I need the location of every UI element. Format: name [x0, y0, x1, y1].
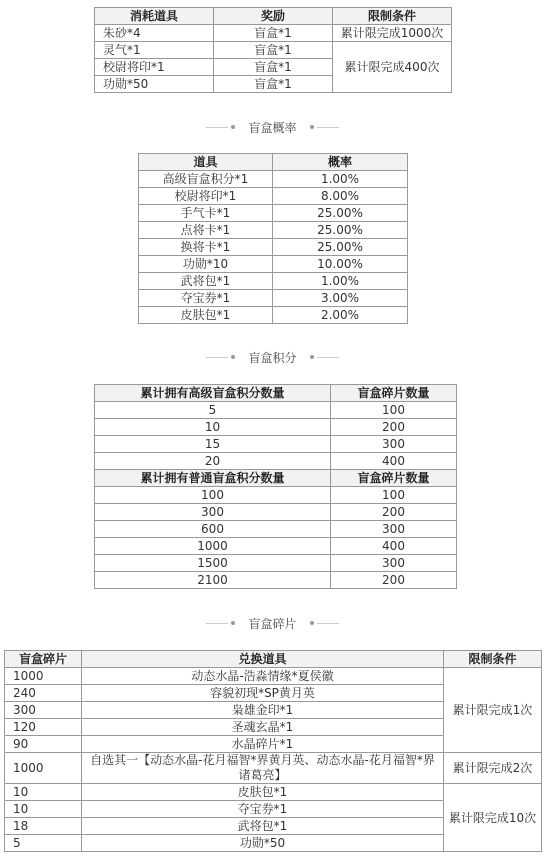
item-cell: 手气卡*1	[139, 205, 273, 222]
divider-ornament	[206, 621, 238, 625]
table-row	[95, 436, 457, 453]
rate-cell: 25.00%	[273, 239, 408, 256]
table-row	[95, 419, 457, 436]
divider-ornament	[307, 355, 339, 359]
shards-cell: 400	[331, 453, 457, 470]
table-row	[5, 668, 542, 685]
points-cell: 20	[95, 453, 331, 470]
shards-cell: 300	[331, 555, 457, 572]
cost-cell: 240	[5, 685, 82, 702]
table-row	[139, 239, 408, 256]
rate-cell: 25.00%	[273, 205, 408, 222]
column-header: 道具	[139, 154, 273, 171]
item-cell: 高级盲盒积分*1	[139, 171, 273, 188]
table-row	[139, 290, 408, 307]
column-header: 限制条件	[333, 8, 452, 25]
cost-cell: 90	[5, 736, 82, 753]
points-cell: 15	[95, 436, 331, 453]
probability-table	[138, 153, 408, 324]
exchange-item-cell: 自选其一【动态水晶-花月福智*界黄月英、动态水晶-花月福智*界诸葛亮】	[82, 753, 444, 784]
shard-exchange-table	[4, 650, 542, 852]
points-cell: 300	[95, 504, 331, 521]
rate-cell: 8.00%	[273, 188, 408, 205]
cost-cell: 1000	[5, 668, 82, 685]
item-cell: 朱砂*4	[95, 25, 214, 42]
table-row	[95, 521, 457, 538]
table-row	[139, 307, 408, 324]
table-header-row	[95, 470, 457, 487]
table-row	[5, 784, 542, 801]
exchange-item-cell: 皮肤包*1	[82, 784, 444, 801]
table-row	[95, 555, 457, 572]
exchange-item-cell: 枭雄金印*1	[82, 702, 444, 719]
table-header-row	[95, 385, 457, 402]
item-cell: 夺宝券*1	[139, 290, 273, 307]
shards-cell: 200	[331, 419, 457, 436]
exchange-item-cell: 圣魂玄晶*1	[82, 719, 444, 736]
limit-cell: 累计限完成1000次	[333, 25, 452, 42]
table-row	[95, 402, 457, 419]
cost-cell: 18	[5, 818, 82, 835]
item-cell: 点将卡*1	[139, 222, 273, 239]
exchange-item-cell: 功勋*50	[82, 835, 444, 852]
points-cell: 2100	[95, 572, 331, 589]
table-row	[95, 453, 457, 470]
column-header: 兑换道具	[82, 651, 444, 668]
shards-cell: 200	[331, 572, 457, 589]
table-header-row	[95, 8, 452, 25]
divider-ornament	[307, 125, 339, 129]
section-title-points	[0, 348, 545, 366]
rate-cell: 3.00%	[273, 290, 408, 307]
table-row	[139, 205, 408, 222]
item-cell: 功勋*50	[95, 76, 214, 93]
table-header-row	[139, 154, 408, 171]
exchange-item-cell: 武将包*1	[82, 818, 444, 835]
column-header: 累计拥有高级盲盒积分数量	[95, 385, 331, 402]
limit-cell: 累计限完成2次	[444, 753, 542, 784]
table-row	[139, 188, 408, 205]
column-header: 概率	[273, 154, 408, 171]
consume-reward-table	[94, 7, 452, 93]
item-cell: 灵气*1	[95, 42, 214, 59]
item-cell: 功勋*10	[139, 256, 273, 273]
rate-cell: 1.00%	[273, 273, 408, 290]
table-row	[95, 25, 452, 42]
points-cell: 1000	[95, 538, 331, 555]
points-cell: 600	[95, 521, 331, 538]
table-row	[5, 753, 542, 784]
points-cell: 100	[95, 487, 331, 504]
shards-cell: 100	[331, 487, 457, 504]
shards-cell: 300	[331, 436, 457, 453]
column-header: 限制条件	[444, 651, 542, 668]
limit-cell: 累计限完成1次	[444, 668, 542, 753]
cost-cell: 1000	[5, 753, 82, 784]
exchange-item-cell: 动态水晶-浩淼情缘*夏侯徽	[82, 668, 444, 685]
column-header: 奖励	[214, 8, 333, 25]
column-header: 消耗道具	[95, 8, 214, 25]
exchange-item-cell: 夺宝券*1	[82, 801, 444, 818]
table-row	[95, 487, 457, 504]
table-row	[139, 171, 408, 188]
table-row	[139, 273, 408, 290]
points-table	[94, 384, 457, 589]
item-cell: 校尉将印*1	[139, 188, 273, 205]
table-row	[95, 504, 457, 521]
limit-cell: 累计限完成400次	[333, 42, 452, 93]
cost-cell: 300	[5, 702, 82, 719]
section-title-shards	[0, 614, 545, 632]
reward-cell: 盲盒*1	[214, 25, 333, 42]
points-cell: 10	[95, 419, 331, 436]
table-row	[139, 256, 408, 273]
rate-cell: 2.00%	[273, 307, 408, 324]
table-header-row	[5, 651, 542, 668]
section-title-text: 盲盒概率	[248, 120, 297, 135]
item-cell: 武将包*1	[139, 273, 273, 290]
item-cell: 皮肤包*1	[139, 307, 273, 324]
table-row	[95, 538, 457, 555]
points-cell: 5	[95, 402, 331, 419]
shards-cell: 300	[331, 521, 457, 538]
item-cell: 换将卡*1	[139, 239, 273, 256]
column-header: 盲盒碎片	[5, 651, 82, 668]
rate-cell: 1.00%	[273, 171, 408, 188]
rate-cell: 25.00%	[273, 222, 408, 239]
cost-cell: 5	[5, 835, 82, 852]
cost-cell: 10	[5, 801, 82, 818]
shards-cell: 400	[331, 538, 457, 555]
column-header: 盲盒碎片数量	[331, 470, 457, 487]
limit-cell: 累计限完成10次	[444, 784, 542, 852]
cost-cell: 10	[5, 784, 82, 801]
table-row	[139, 222, 408, 239]
item-cell: 校尉将印*1	[95, 59, 214, 76]
points-cell: 1500	[95, 555, 331, 572]
reward-cell: 盲盒*1	[214, 42, 333, 59]
reward-cell: 盲盒*1	[214, 76, 333, 93]
divider-ornament	[206, 125, 238, 129]
exchange-item-cell: 容貌初现*SP黄月英	[82, 685, 444, 702]
divider-ornament	[206, 355, 238, 359]
rate-cell: 10.00%	[273, 256, 408, 273]
shards-cell: 100	[331, 402, 457, 419]
table-row	[95, 572, 457, 589]
table-row	[95, 42, 452, 59]
column-header: 盲盒碎片数量	[331, 385, 457, 402]
column-header: 累计拥有普通盲盒积分数量	[95, 470, 331, 487]
divider-ornament	[307, 621, 339, 625]
cost-cell: 120	[5, 719, 82, 736]
reward-cell: 盲盒*1	[214, 59, 333, 76]
shards-cell: 200	[331, 504, 457, 521]
section-title-probability	[0, 118, 545, 136]
section-title-text: 盲盒碎片	[248, 616, 297, 631]
exchange-item-cell: 水晶碎片*1	[82, 736, 444, 753]
section-title-text: 盲盒积分	[248, 350, 297, 365]
